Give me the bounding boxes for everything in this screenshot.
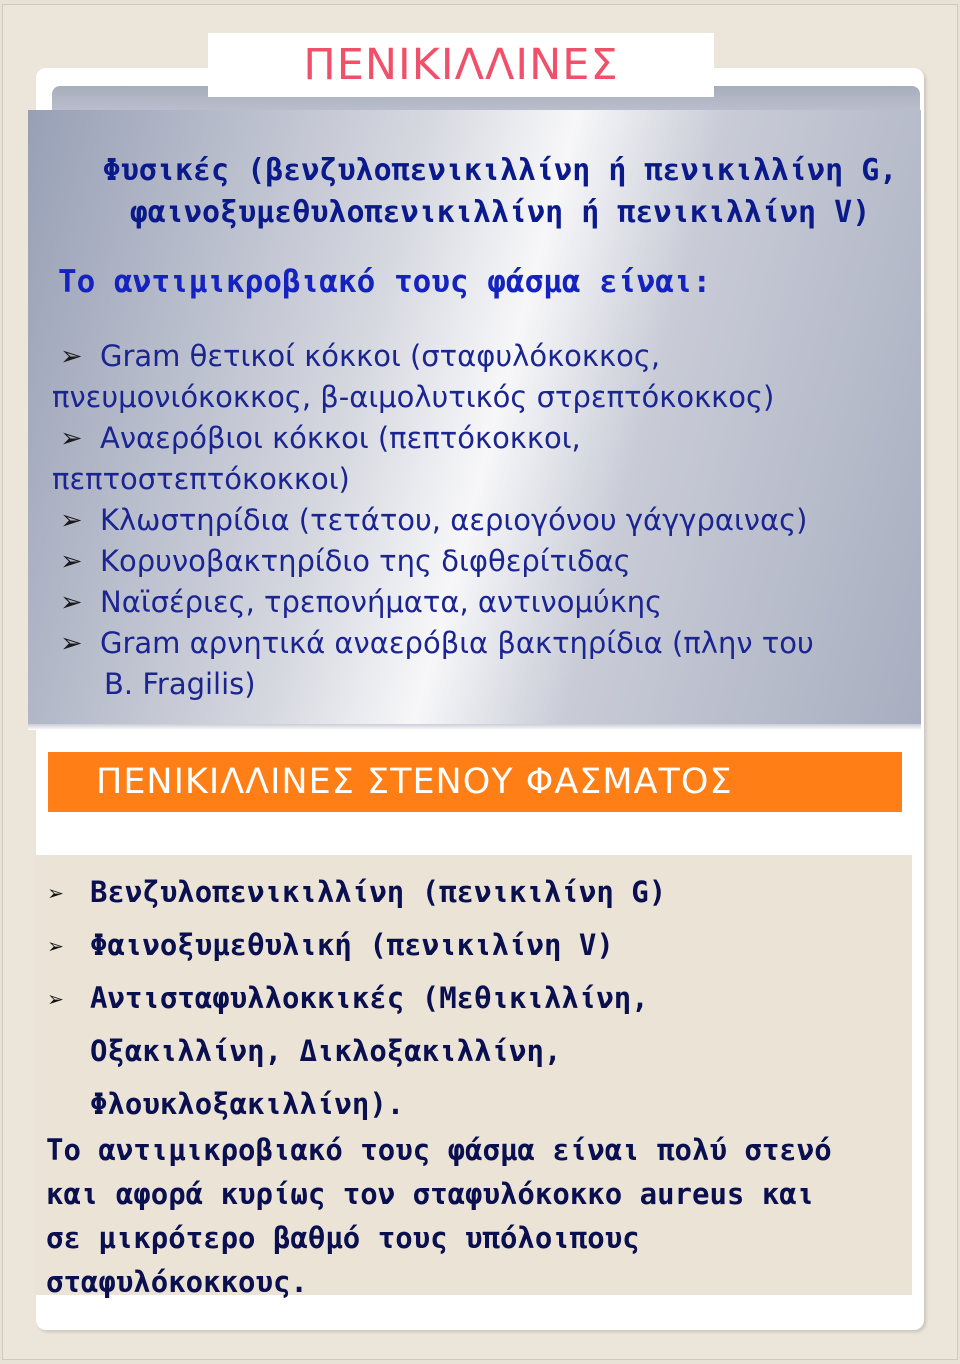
list-item-line: Φαινοξυμεθυλική (πενικιλίνη V)	[90, 928, 614, 962]
paragraph-line: Το αντιμικροβιακό τους φάσμα είναι πολύ στενό	[46, 1133, 832, 1167]
heading-line: Φυσικές (βενζυλοπενικιλλίνη ή πενικιλλίνη G,	[102, 153, 898, 188]
arrowhead-bullet-icon: ➢	[48, 932, 65, 963]
list-item	[48, 866, 908, 919]
list-item-line: Αναερόβιοι κόκκοι (πεπτόκοκκοι,	[100, 421, 581, 455]
spectrum-intro: Το αντιμικροβιακό τους φάσμα είναι:	[58, 264, 712, 300]
list-item	[60, 541, 920, 582]
narrow-spectrum-description	[46, 1128, 916, 1304]
list-item-line: Κλωστηρίδια (τετάτου, αεριογόνου γάγγραινας)	[100, 503, 808, 537]
paragraph-line: σε μικρότερο βαθμό τους υπόλοιπους	[46, 1221, 640, 1255]
arrowhead-bullet-icon: ➢	[60, 546, 83, 577]
arrowhead-bullet-icon: ➢	[48, 985, 65, 1016]
list-item-line: B. Fragilis)	[104, 667, 256, 701]
slide-bottom-edge	[28, 724, 921, 730]
list-item	[48, 919, 908, 972]
list-item-line: Αντισταφυλλοκκικές (Μεθικιλλίνη,	[90, 981, 649, 1015]
arrowhead-bullet-icon: ➢	[60, 341, 83, 372]
arrowhead-bullet-icon: ➢	[60, 423, 83, 454]
list-item	[52, 336, 920, 418]
list-item-line: Κορυνοβακτηρίδιο της διφθερίτιδας	[100, 544, 631, 578]
arrowhead-bullet-icon: ➢	[60, 505, 83, 536]
natural-spectrum-list	[52, 336, 920, 705]
list-item-line: Φλουκλοξακιλλίνη).	[90, 1087, 405, 1121]
narrow-spectrum-banner	[48, 752, 902, 812]
banner-text: ΠΕΝΙΚΙΛΛΙΝΕΣ ΣΤΕΝΟΥ ΦΑΣΜΑΤΟΣ	[96, 762, 733, 802]
arrowhead-bullet-icon: ➢	[60, 628, 83, 659]
list-item-line: Οξακιλλίνη, Δικλοξακιλλίνη,	[90, 1034, 562, 1068]
paragraph-line: και αφορά κυρίως τον σταφυλόκοκκο aureus και	[46, 1177, 815, 1211]
narrow-spectrum-list	[48, 866, 908, 1131]
paragraph-line: σταφυλόκοκκους.	[46, 1265, 308, 1299]
natural-penicillins-heading	[80, 150, 920, 234]
list-item	[52, 418, 920, 500]
list-item	[60, 623, 920, 705]
list-item-line: Gram θετικοί κόκκοι (σταφυλόκοκκος,	[100, 339, 661, 373]
list-item	[60, 582, 920, 623]
list-item	[60, 500, 920, 541]
arrowhead-bullet-icon: ➢	[48, 879, 65, 910]
list-item-line: πεπτοστεπτόκοκκοι)	[52, 462, 350, 496]
list-item	[48, 972, 908, 1131]
heading-line: φαινοξυμεθυλοπενικιλλίνη ή πενικιλλίνη V)	[129, 195, 871, 230]
list-item-line: πνευμονιόκοκκος, β-αιμολυτικός στρεπτόκοκκος)	[52, 380, 775, 414]
list-item-line: Βενζυλοπενικιλλίνη (πενικιλίνη G)	[90, 875, 667, 909]
page-title: ΠΕΝΙΚΙΛΛΙΝΕΣ	[303, 40, 619, 90]
list-item-line: Gram αρνητικά αναερόβια βακτηρίδια (πλην του	[100, 626, 814, 660]
arrowhead-bullet-icon: ➢	[60, 587, 83, 618]
list-item-line: Ναϊσέριες, τρεπονήματα, αντινομύκης	[100, 585, 663, 619]
title-box	[208, 33, 714, 97]
